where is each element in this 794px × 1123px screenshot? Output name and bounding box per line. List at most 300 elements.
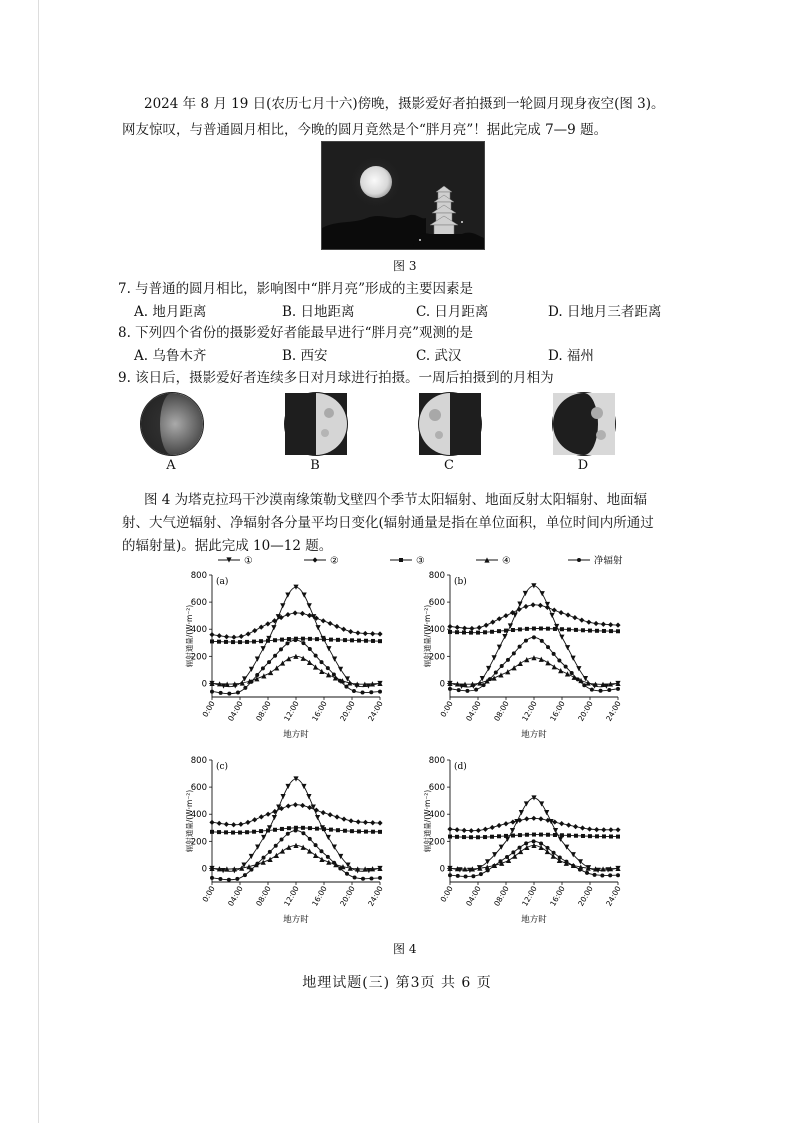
series-2-point [286,803,291,808]
series-3-point [602,629,606,633]
series-1-point [332,845,337,850]
series-2-point [566,822,571,827]
series-5-point [338,679,342,683]
series-5-point [326,666,330,670]
series-2-point [209,632,214,637]
series-5-point [492,864,496,868]
series-2-point [510,819,515,824]
series-line-4 [212,845,380,869]
series-3-point [581,834,585,838]
series-3-point [532,627,536,631]
series-5-point [332,672,336,676]
series-2-point [259,814,264,819]
series-5-point [378,690,382,694]
figure-4-intro-line-2: 射、大气逆辐射、净辐射各分量平均日变化(辐射通量是指在单位面积，单位时间内所通过 [122,515,654,531]
series-3-point [259,829,263,833]
series-4-point [524,657,529,662]
series-2-point [503,613,508,618]
series-5-point [570,671,574,675]
series-3-point [350,638,354,642]
series-1-point [540,591,545,596]
series-2-point [285,612,290,617]
series-3-point [560,833,564,837]
series-3-point [231,831,235,835]
series-2-point [496,823,501,828]
series-1-point [261,646,266,651]
series-1-point [302,593,307,598]
series-5-point [546,645,550,649]
series-5-point [210,876,214,880]
series-3-point [336,638,340,642]
series-3-point [518,833,522,837]
series-line-4 [212,656,380,684]
series-2-point [265,812,270,817]
series-3-point [245,830,249,834]
series-1-point [492,655,497,660]
series-2-point [469,828,474,833]
figure-3-caption: 图 3 [393,259,417,273]
series-3-point [574,834,578,838]
figure-4-intro-line-1: 图 4 为塔克拉玛干沙漠南缘策勒戈壁四个季节太阳辐射、地面反射太阳辐射、地面辐 [144,492,648,508]
series-1-point [255,657,260,662]
question-8-stem: 8. 下列四个省份的摄影爱好者能最早进行“胖月亮”观测的是 [118,325,473,341]
series-3-point [210,830,214,834]
series-1-point [517,602,522,607]
series-5-point [488,677,492,681]
series-4-point [524,845,529,850]
x-tick-label: 08:00 [492,884,511,908]
series-4-point [261,860,266,865]
series-5-point [361,877,365,881]
series-2-point [341,817,346,822]
series-3-point [273,828,277,832]
series-5-point [500,664,504,668]
moon-label-b: B [310,458,320,473]
series-2-point [224,822,229,827]
series-3-point [511,834,515,838]
x-tick-label: 16:00 [310,699,329,723]
series-1-point [565,645,570,650]
series-3-point [476,835,480,839]
x-tick-label: 12:00 [282,884,301,908]
series-line-2 [450,605,618,629]
series-4-point [539,845,544,850]
y-tick-label: 400 [190,625,207,636]
series-2-point [239,634,244,639]
series-3-point [532,833,536,837]
series-2-point [483,827,488,832]
x-tick-label: 0:00 [438,699,455,719]
series-3-point [252,830,256,834]
figure-4-caption: 图 4 [393,942,417,956]
series-5-point [465,689,469,693]
series-4-point [307,660,312,665]
series-5-point [578,868,582,872]
series-5-point [352,689,356,693]
series-2-point [538,603,543,608]
series-4-point [518,849,523,854]
series-5-point [608,873,612,877]
moon-label-d: D [577,458,589,473]
series-5-point [255,673,259,677]
series-5-point [293,638,297,642]
series-5-point [479,872,483,876]
series-5-point [448,873,452,877]
series-2-point [231,635,236,640]
series-2-point [523,604,528,609]
legend-label-4: ④ [502,555,511,567]
series-3-point [287,637,291,641]
series-5-point [273,654,277,658]
series-3-point [553,627,557,631]
y-tick-label: 200 [428,837,445,848]
series-1-point [316,625,321,630]
series-3-point [308,826,312,830]
series-3-point [364,830,368,834]
series-2-point [231,822,236,827]
series-5-point [518,645,522,649]
series-3-point [245,640,249,644]
series-5-point [552,652,556,656]
series-3-point [546,833,550,837]
series-3-point [546,627,550,631]
x-tick-label: 16:00 [548,699,567,723]
series-1-point [285,784,290,789]
series-2-point [355,630,360,635]
series-2-point [447,624,452,629]
series-2-point [538,816,543,821]
y-tick-label: 0 [439,864,445,875]
series-3-point [238,640,242,644]
question-7-option-a: A. 地月距离 [134,304,207,320]
series-1-point [307,603,312,608]
series-3-point [490,630,494,634]
legend-label-2: ② [330,555,339,567]
series-3-point [371,830,375,834]
series-3-point [343,829,347,833]
series-1-point [280,603,285,608]
chart-panel-a [180,567,390,739]
series-3-point [357,639,361,643]
x-tick-label: 12:00 [520,884,539,908]
series-1-point [508,623,513,628]
series-2-point [334,624,339,629]
series-4-point [286,656,291,661]
series-5-point [294,829,298,833]
series-4-point [319,857,324,862]
series-3-point [539,627,543,631]
series-5-point [218,877,222,881]
series-2-point [300,611,305,616]
legend-label-1: ① [244,555,253,567]
x-tick-label: 0:00 [438,884,455,904]
series-3-point [588,834,592,838]
series-3-point [287,826,291,830]
series-line-5 [212,830,380,879]
series-2-point [593,621,598,626]
series-2-point [594,827,599,832]
legend-marker-5 [577,558,581,562]
series-4-point [565,671,570,676]
series-2-point [377,820,382,825]
series-3-point [469,835,473,839]
series-5-point [590,688,594,692]
series-1-point [571,656,576,661]
series-5-point [301,831,305,835]
y-tick-label: 600 [428,598,445,609]
series-5-point [243,873,247,877]
series-3-point [322,827,326,831]
x-tick-label: 20:00 [338,884,357,908]
x-tick-label: 24:00 [366,884,385,908]
axis-lines [212,575,380,697]
series-2-point [447,827,452,832]
axis-lines [450,760,618,882]
series-5-point [308,837,312,841]
series-2-point [341,627,346,632]
series-5-point [235,877,239,881]
series-1-point [315,815,320,820]
moon-phase-c-image [418,392,482,456]
series-3-point [280,827,284,831]
series-2-point [293,802,298,807]
series-3-point [602,834,606,838]
x-tick-label: 0:00 [200,699,217,719]
series-1-point [332,657,337,662]
figure-4-intro-line-3: 的辐射量)。据此完成 10—12 题。 [122,538,333,554]
chart-panel-c [180,752,390,924]
series-3-point [371,639,375,643]
series-5-point [448,687,452,691]
series-3-point [224,640,228,644]
series-2-point [238,822,243,827]
y-tick-label: 800 [190,571,207,581]
legend-label-3: ③ [416,555,425,567]
series-1-point [559,635,564,640]
series-5-point [552,851,556,855]
series-2-point [252,817,257,822]
series-1-point [271,625,276,630]
x-axis-label: 地方时 [521,915,547,925]
series-3-point [609,835,613,839]
series-5-point [471,874,475,878]
panel-label: (a) [216,577,229,587]
series-5-point [261,666,265,670]
series-2-point [334,814,339,819]
series-2-point [454,827,459,832]
series-5-point [600,873,604,877]
y-tick-label: 400 [428,625,445,636]
series-2-point [217,821,222,826]
series-3-point [560,627,564,631]
question-8-option-b: B. 西安 [282,348,328,364]
series-5-point [219,691,223,695]
series-5-point [285,641,289,645]
series-5-point [540,639,544,643]
series-1-point [553,828,558,833]
x-axis-label: 地方时 [283,730,309,740]
series-3-point [448,835,452,839]
x-tick-label: 08:00 [254,884,273,908]
series-2-point [587,826,592,831]
series-line-5 [212,640,380,694]
y-tick-label: 800 [428,571,445,581]
series-5-point [546,846,550,850]
series-5-point [539,841,543,845]
series-3-point [259,639,263,643]
series-5-point [243,686,247,690]
series-2-point [209,820,214,825]
x-axis-label: 地方时 [521,730,547,740]
series-2-point [224,634,229,639]
series-3-point [616,835,620,839]
series-4-point [307,848,312,853]
series-3-point [210,639,214,643]
series-1-point [519,810,524,815]
series-2-point [476,828,481,833]
legend-marker-2 [312,557,317,562]
series-1-point [523,591,528,596]
series-2-point [484,623,489,628]
series-5-point [326,855,330,859]
series-3-point [329,828,333,832]
series-5-point [511,850,515,854]
y-tick-label: 600 [190,598,207,609]
series-5-point [279,647,283,651]
series-3-point [462,835,466,839]
series-2-point [356,819,361,824]
series-2-point [580,825,585,830]
series-5-point [301,641,305,645]
page-edge-rule [38,0,39,1123]
series-4-point [286,845,291,850]
series-2-point [363,631,368,636]
x-tick-label: 20:00 [576,884,595,908]
series-5-point [524,841,528,845]
series-5-point [512,651,516,655]
series-2-point [572,615,577,620]
series-3-point [238,831,242,835]
page-footer: 地理试题(三) 第3页 共 6 页 [302,975,492,991]
moon-label-a: A [166,458,176,473]
series-5-point [585,871,589,875]
series-3-point [378,830,382,834]
question-7-stem: 7. 与普通的圆月相比，影响图中“胖月亮”形成的主要因素是 [118,281,473,297]
x-tick-label: 24:00 [604,699,623,723]
series-5-point [280,838,284,842]
series-2-point [252,628,257,633]
series-1-point [524,801,529,806]
series-2-point [370,820,375,825]
series-3-point [301,826,305,830]
x-tick-label: 0:00 [200,884,217,904]
question-7-option-b: B. 日地距离 [282,304,355,320]
series-4-point [558,668,563,673]
series-3-point [476,631,480,635]
x-tick-label: 08:00 [492,699,511,723]
x-tick-label: 24:00 [366,699,385,723]
series-3-point [539,833,543,837]
series-5-point [506,658,510,662]
series-1-point [497,645,502,650]
series-5-point [607,688,611,692]
series-3-point [224,830,228,834]
intro-line-1: 2024 年 8 月 19 日(农历七月十六)傍晚，摄影爱好者拍摄到一轮圆月现身夜空(图 3)。 [144,96,665,112]
y-tick-label: 0 [201,679,207,690]
series-2-point [245,820,250,825]
series-5-point [616,873,620,877]
series-4-point [539,657,544,662]
series-4-point [505,669,510,674]
series-1-point [306,794,311,799]
question-8-option-d: D. 福州 [548,348,594,364]
series-5-point [456,874,460,878]
series-2-point [615,827,620,832]
series-3-point [357,829,361,833]
series-line-4 [450,658,618,685]
series-4-point [267,857,272,862]
y-tick-label: 400 [428,810,445,821]
series-5-point [286,832,290,836]
series-4-point [261,673,266,678]
series-5-point [378,876,382,880]
chart-panel-d [418,752,628,924]
series-5-point [314,843,318,847]
series-5-point [557,658,561,662]
series-3-point [315,827,319,831]
series-3-point [266,639,270,643]
y-tick-label: 0 [201,864,207,875]
series-5-point [227,878,231,882]
series-2-point [490,620,495,625]
series-3-point [497,834,501,838]
y-tick-label: 0 [439,679,445,690]
series-5-point [250,680,254,684]
y-tick-label: 200 [428,652,445,663]
series-3-point [315,637,319,641]
series-5-point [361,691,365,695]
series-2-point [307,613,312,618]
series-3-point [329,638,333,642]
series-2-point [503,821,508,826]
y-tick-label: 800 [428,756,445,766]
series-2-point [497,616,502,621]
series-3-point [469,631,473,635]
series-2-point [321,618,326,623]
series-1-point [539,801,544,806]
y-tick-label: 800 [190,756,207,766]
series-2-point [328,812,333,817]
series-5-point [274,844,278,848]
series-5-point [370,876,374,880]
x-tick-label: 04:00 [464,884,483,908]
series-2-point [469,626,474,631]
series-3-point [364,639,368,643]
y-axis-label: 辐射通量/(W·m⁻²) [423,789,432,853]
series-5-point [256,862,260,866]
question-9-stem: 9. 该日后，摄影爱好者连续多日对月球进行拍摄。一周后拍摄到的月相为 [118,370,554,386]
series-1-point [549,613,554,618]
series-5-point [498,859,502,863]
series-3-point [504,834,508,838]
moon-label-c: C [444,458,454,473]
series-2-point [293,610,298,615]
series-2-point [462,828,467,833]
series-2-point [246,631,251,636]
series-2-point [559,821,564,826]
series-2-point [608,622,613,627]
series-5-point [308,647,312,651]
